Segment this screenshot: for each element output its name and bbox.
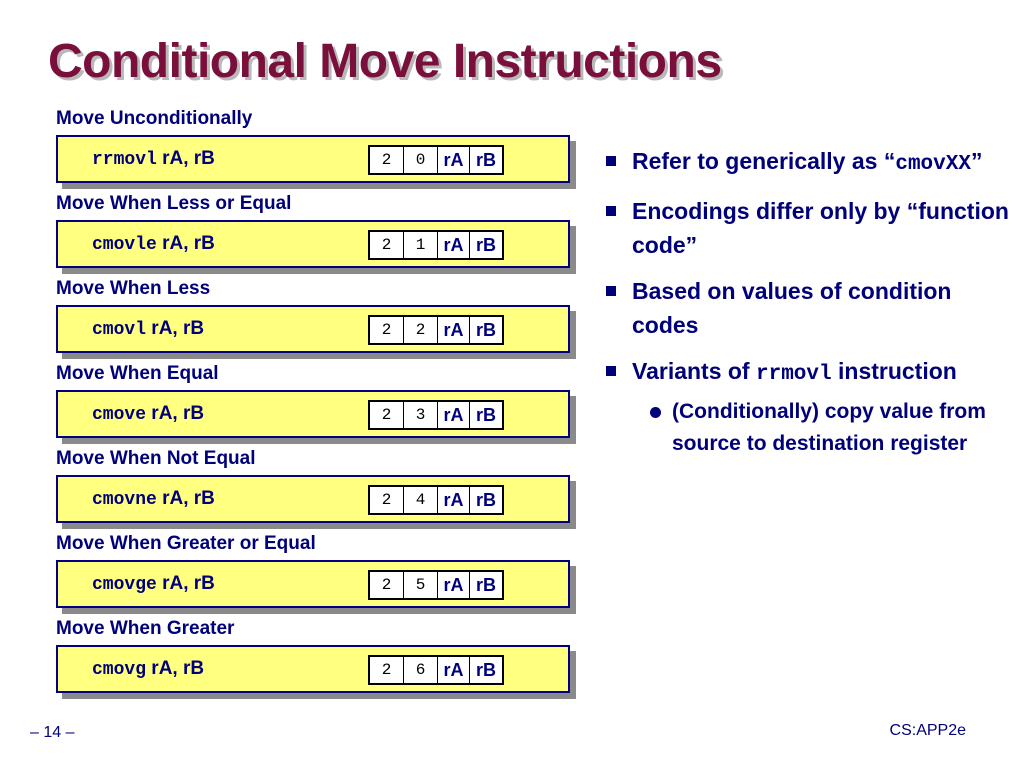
ra-cell: rA [438,572,470,598]
slide-title: Conditional Move Instructions [48,35,722,88]
bullet-text: Variants of [632,358,756,384]
bullet-code: rrmovl [755,363,832,386]
ifun-cell: 0 [404,147,438,173]
encoding-bytes [368,485,504,515]
bullet-text: instruction [831,358,957,384]
bullet-item [606,194,1016,262]
assembly-syntax [92,488,215,510]
bullet-text: Based on values of condition codes [632,278,952,338]
ifun-cell: 6 [404,657,438,683]
instruction-box [56,645,570,693]
assembly-syntax [92,658,204,680]
icode-cell: 2 [370,402,404,428]
bullet-item [606,274,1016,342]
ra-cell: rA [438,402,470,428]
encoding-bytes [368,400,504,430]
mnemonic: rrmovl [92,150,157,170]
group-label: Move Unconditionally [56,108,253,129]
icode-cell: 2 [370,487,404,513]
instruction-box [56,390,570,438]
assembly-syntax [92,403,204,425]
rb-cell: rB [475,404,496,425]
operands: rA, rB [151,403,205,424]
icode-cell: 2 [370,147,404,173]
operands: rA, rB [162,233,215,254]
ifun-cell: 1 [404,232,438,258]
page-number: – 14 – [30,724,75,741]
encoding-bytes [368,315,504,345]
mnemonic: cmovne [92,490,157,510]
assembly-syntax [92,573,215,595]
icode-cell: 2 [370,572,404,598]
instruction-box [56,135,570,183]
square-bullet-icon [606,286,616,296]
bullet-text: Encodings differ only by “function code” [632,198,1009,258]
ifun-cell: 5 [404,572,438,598]
instruction-box [56,305,570,353]
assembly-syntax [92,148,215,170]
bullet-code: cmovXX [895,153,971,176]
rb-cell: rB [475,659,496,680]
square-bullet-icon [606,366,616,376]
ra-cell: rA [438,657,470,683]
mnemonic: cmovg [92,660,147,680]
operands: rA, rB [151,318,205,339]
assembly-syntax [92,233,215,255]
icode-cell: 2 [370,657,404,683]
mnemonic: cmovl [92,320,147,340]
instruction-box [56,220,570,268]
operands: rA, rB [162,488,215,509]
round-bullet-icon [650,407,661,418]
bullet-item [606,354,1016,392]
instruction-box [56,560,570,608]
assembly-syntax [92,318,204,340]
group-label: Move When Greater [56,618,235,639]
sub-bullet-text: (Conditionally) copy value from source to destination register [672,400,986,455]
ifun-cell: 2 [404,317,438,343]
ra-cell: rA [438,232,470,258]
ifun-cell: 4 [404,487,438,513]
operands: rA, rB [162,573,215,594]
course-brand: CS:APP2e [889,722,966,739]
encoding-bytes [368,230,504,260]
rb-cell: rB [475,319,496,340]
rb-cell: rB [475,489,496,510]
operands: rA, rB [162,148,215,169]
mnemonic: cmovle [92,235,157,255]
group-label: Move When Not Equal [56,448,256,469]
bullet-text: ” [970,148,983,174]
mnemonic: cmove [92,405,147,425]
ra-cell: rA [438,487,470,513]
group-label: Move When Less or Equal [56,193,292,214]
ra-cell: rA [438,147,470,173]
encoding-bytes [368,570,504,600]
square-bullet-icon [606,156,616,166]
operands: rA, rB [151,658,205,679]
rb-cell: rB [475,234,496,255]
mnemonic: cmovge [92,575,157,595]
encoding-bytes [368,145,504,175]
bullet-list [606,144,1016,460]
bullet-item [606,144,1016,182]
square-bullet-icon [606,206,616,216]
group-label: Move When Equal [56,363,219,384]
encoding-bytes [368,655,504,685]
ifun-cell: 3 [404,402,438,428]
sub-bullet-item [650,396,1016,460]
rb-cell: rB [475,574,496,595]
ra-cell: rA [438,317,470,343]
icode-cell: 2 [370,232,404,258]
instruction-box [56,475,570,523]
rb-cell: rB [475,149,496,170]
icode-cell: 2 [370,317,404,343]
group-label: Move When Less [56,278,211,299]
group-label: Move When Greater or Equal [56,533,316,554]
bullet-text: Refer to generically as “ [632,148,896,174]
